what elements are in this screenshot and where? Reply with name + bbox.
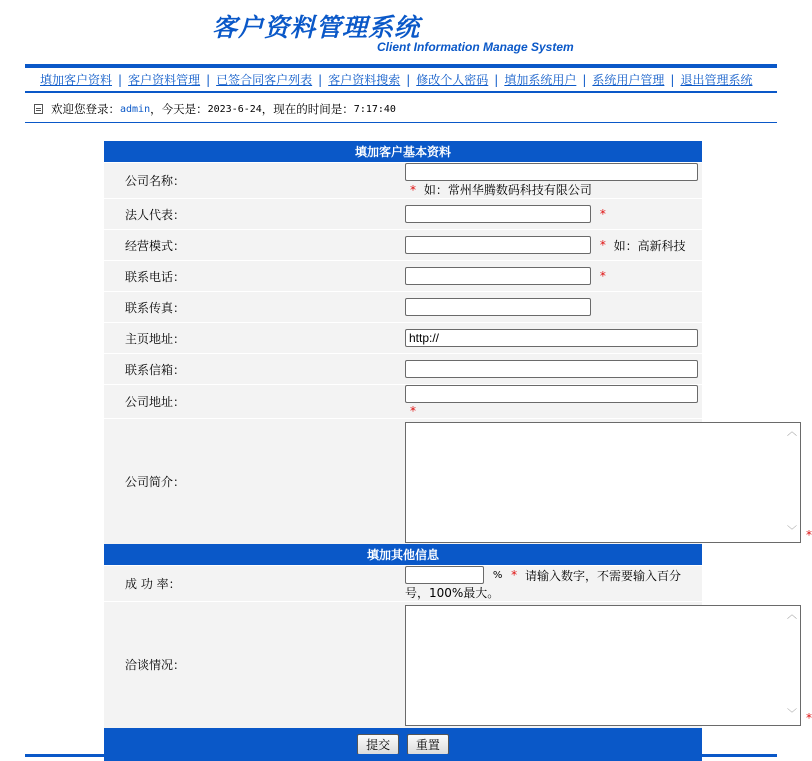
email-label: 联系信箱： xyxy=(104,354,403,385)
required-marker: * xyxy=(511,568,518,582)
nav-separator: | xyxy=(406,72,411,87)
app-subtitle: Client Information Manage System xyxy=(377,40,574,54)
required-marker: * xyxy=(410,182,416,197)
welcome-time: 7:17:40 xyxy=(353,103,396,115)
homepage-label: 主页地址： xyxy=(104,323,403,354)
form-row-phone xyxy=(104,261,702,292)
required-marker: * xyxy=(599,269,606,283)
customer-form xyxy=(104,141,812,761)
form-row-intro xyxy=(104,418,702,544)
scroll-down-icon[interactable]: ﹀ xyxy=(787,709,797,721)
form-row-address xyxy=(104,385,702,419)
homepage-input[interactable] xyxy=(405,329,698,347)
nav-separator: | xyxy=(206,72,211,87)
nav-user-manage[interactable]: 系统用户管理 xyxy=(592,73,665,87)
welcome-prefix: 欢迎您登录： xyxy=(51,102,120,116)
form-row-business-mode xyxy=(104,230,702,261)
main-nav xyxy=(25,68,777,91)
nav-customer-search[interactable]: 客户资料搜索 xyxy=(328,73,401,87)
company-name-hint: 如：常州华腾数码科技有限公司 xyxy=(423,183,592,197)
nav-separator: | xyxy=(318,72,323,87)
submit-button[interactable]: 提交 xyxy=(357,734,399,755)
required-marker: * xyxy=(806,527,812,542)
company-name-input[interactable] xyxy=(405,163,698,181)
form-row-email xyxy=(104,354,702,385)
negotiation-label: 洽谈情况： xyxy=(104,602,403,728)
welcome-username: admin xyxy=(120,103,151,115)
welcome-time-label: ，现在的时间是： xyxy=(261,102,354,116)
reset-button[interactable]: 重置 xyxy=(407,734,449,755)
scroll-up-icon[interactable]: ︿ xyxy=(787,610,797,622)
intro-textarea[interactable] xyxy=(405,422,801,543)
success-rate-label: 成 功 率： xyxy=(104,566,403,602)
nav-separator: | xyxy=(582,72,587,87)
phone-label: 联系电话： xyxy=(104,261,403,292)
form-row-legal-rep xyxy=(104,199,702,230)
app-title: 客户资料管理系统 xyxy=(212,13,421,42)
intro-label: 公司简介： xyxy=(104,418,403,544)
legal-rep-label: 法人代表： xyxy=(104,199,403,230)
nav-separator: | xyxy=(494,72,499,87)
email-input[interactable] xyxy=(405,360,698,378)
intro-textarea-wrap xyxy=(405,422,812,543)
fax-input[interactable] xyxy=(405,298,591,316)
nav-logout[interactable]: 退出管理系统 xyxy=(680,73,753,87)
welcome-bar xyxy=(34,101,396,117)
business-mode-label: 经营模式： xyxy=(104,230,403,261)
required-marker: * xyxy=(410,403,416,418)
nav-separator: | xyxy=(670,72,675,87)
address-label: 公司地址： xyxy=(104,385,403,419)
phone-input[interactable] xyxy=(405,267,591,285)
company-name-label: 公司名称： xyxy=(104,163,403,199)
nav-customer-manage[interactable]: 客户资料管理 xyxy=(128,73,201,87)
section-header-other xyxy=(104,544,702,566)
form-row-company-name xyxy=(104,163,702,199)
required-marker: * xyxy=(599,207,606,221)
form-row-negotiation xyxy=(104,602,702,728)
footer-divider xyxy=(25,754,777,757)
business-mode-input[interactable] xyxy=(405,236,591,254)
form-row-success-rate xyxy=(104,566,702,602)
negotiation-textarea-wrap xyxy=(405,605,812,726)
section-title-basic: 填加客户基本资料 xyxy=(104,141,702,163)
document-icon xyxy=(34,104,43,114)
business-mode-hint: 如：高新科技 xyxy=(613,238,686,253)
required-marker: * xyxy=(806,711,812,726)
nav-add-customer[interactable]: 填加客户资料 xyxy=(40,73,113,87)
nav-bottom-border xyxy=(25,91,777,93)
success-rate-input[interactable] xyxy=(405,566,484,584)
scroll-down-icon[interactable]: ﹀ xyxy=(787,525,797,537)
welcome-divider xyxy=(25,122,777,123)
scroll-up-icon[interactable]: ︿ xyxy=(787,426,797,438)
success-rate-hint: 请输入数字，不需要输入百分号，100%最大。 xyxy=(405,568,682,600)
welcome-today-label: ，今天是： xyxy=(150,102,208,116)
address-input[interactable] xyxy=(405,385,698,403)
section-title-other: 填加其他信息 xyxy=(104,544,702,566)
nav-change-password[interactable]: 修改个人密码 xyxy=(416,73,489,87)
nav-add-user[interactable]: 填加系统用户 xyxy=(504,73,577,87)
nav-signed-list[interactable]: 已签合同客户列表 xyxy=(216,73,313,87)
section-header-basic xyxy=(104,141,702,163)
form-row-homepage xyxy=(104,323,702,354)
form-row-fax xyxy=(104,292,702,323)
negotiation-textarea[interactable] xyxy=(405,605,801,726)
welcome-date: 2023-6-24 xyxy=(207,103,262,115)
fax-label: 联系传真： xyxy=(104,292,403,323)
percent-unit: % xyxy=(492,569,503,581)
legal-rep-input[interactable] xyxy=(405,205,591,223)
required-marker: * xyxy=(599,238,606,252)
nav-separator: | xyxy=(118,72,123,87)
